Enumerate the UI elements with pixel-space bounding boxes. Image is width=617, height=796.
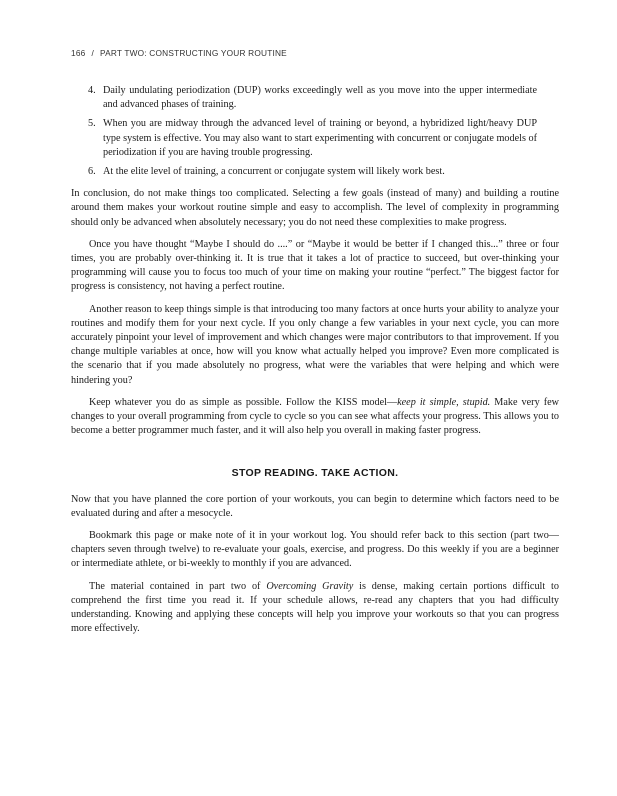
section-title: PART TWO: CONSTRUCTING YOUR ROUTINE — [99, 48, 287, 58]
kiss-text-after: Make very few changes to your overall programming from cycle to cycle so you can see what affects your progress. This allows you to become a better programmer much faster, and it will also help you overall in making faster progress. — [71, 396, 559, 437]
numbered-list — [71, 84, 559, 179]
final-text-after: is dense, making certain portions difficult to comprehend the first time you read it. If your schedule allows, re-read any chapters that you had difficulty understanding. Knowing and applying these concepts will help you improve your workouts so that you can progress more effectively. — [71, 580, 559, 635]
paragraph-kiss — [71, 396, 559, 439]
paragraph-now-that: Now that you have planned the core portion of your workouts, you can begin to determine which factors need to be evaluated during and after a mesocycle. — [71, 493, 559, 519]
list-item-number: 5. — [88, 118, 96, 130]
paragraph-bookmark: Bookmark this page or make note of it in your workout log. You should refer back to this section (part two—chapters seven through twelve) to re-evaluate your goals, exercise, and progress. Do this weekly if you are a beginner or intermediate athlete, or bi-weekly to monthly if you are advanced. — [71, 530, 559, 570]
list-item — [71, 165, 559, 179]
running-header — [71, 48, 287, 58]
list-item-text: Daily undulating periodization (DUP) works exceedingly well as you move into the upper intermediate and advanced phases of training. — [103, 85, 537, 111]
list-item-text: At the elite level of training, a concurrent or conjugate system will likely work best. — [103, 166, 445, 178]
kiss-emphasis: keep it simple, stupid. — [397, 396, 491, 408]
paragraph-simplicity: Another reason to keep things simple is that introducing too many factors at once hurts your ability to analyze your routines and modify them for your next cycle. If you only change a few variables in your next cycle, you can more accurately pinpoint your level of improvement and which changes were major contributors to that improvement. If you change multiple variables at once, how will you know what actually helped you improve? Even more complicated is the scenario that if you made absolutely no progress, what were the variables that were helping and which were hindering you? — [71, 303, 559, 386]
list-item-number: 4. — [88, 85, 96, 96]
paragraph-conclusion: In conclusion, do not make things too complicated. Selecting a few goals (instead of many) and building a routine around them makes your workout routine simple and easy to accomplish. The level of complexity in programming should only be advanced when absolutely necessary; you do not need these complexities to make progress. — [71, 188, 559, 228]
paragraph-overthinking: Once you have thought “Maybe I should do ....” or “Maybe it would be better if I changed this...” three or four times, you are probably over-thinking it. It is true that it takes a lot of practice to succeed, but over-thinking your programming will cause you to focus too much of your time on making your routine “perfect.” The biggest factor for progress is consistency, not having a perfect routine. — [71, 238, 559, 293]
kiss-text-before: Keep whatever you do as simple as possible. Follow the KISS model— — [89, 396, 398, 408]
book-title: Overcoming Gravity — [266, 580, 354, 592]
paragraph-final — [71, 580, 559, 637]
list-item-number: 6. — [88, 166, 96, 178]
page-number: 166 — [71, 48, 86, 58]
section-heading: STOP READING. TAKE ACTION. — [231, 467, 399, 480]
header-separator: / — [91, 48, 94, 58]
final-text-before: The material contained in part two of — [89, 580, 267, 592]
list-item — [71, 84, 559, 112]
list-item — [71, 117, 559, 160]
body-text — [71, 84, 559, 645]
list-item-text: When you are midway through the advanced level of training or beyond, a hybridized light/heavy DUP type system is effective. You may also want to start experimenting with concurrent or conjugate models of periodization if you are having trouble progressing. — [103, 118, 537, 158]
